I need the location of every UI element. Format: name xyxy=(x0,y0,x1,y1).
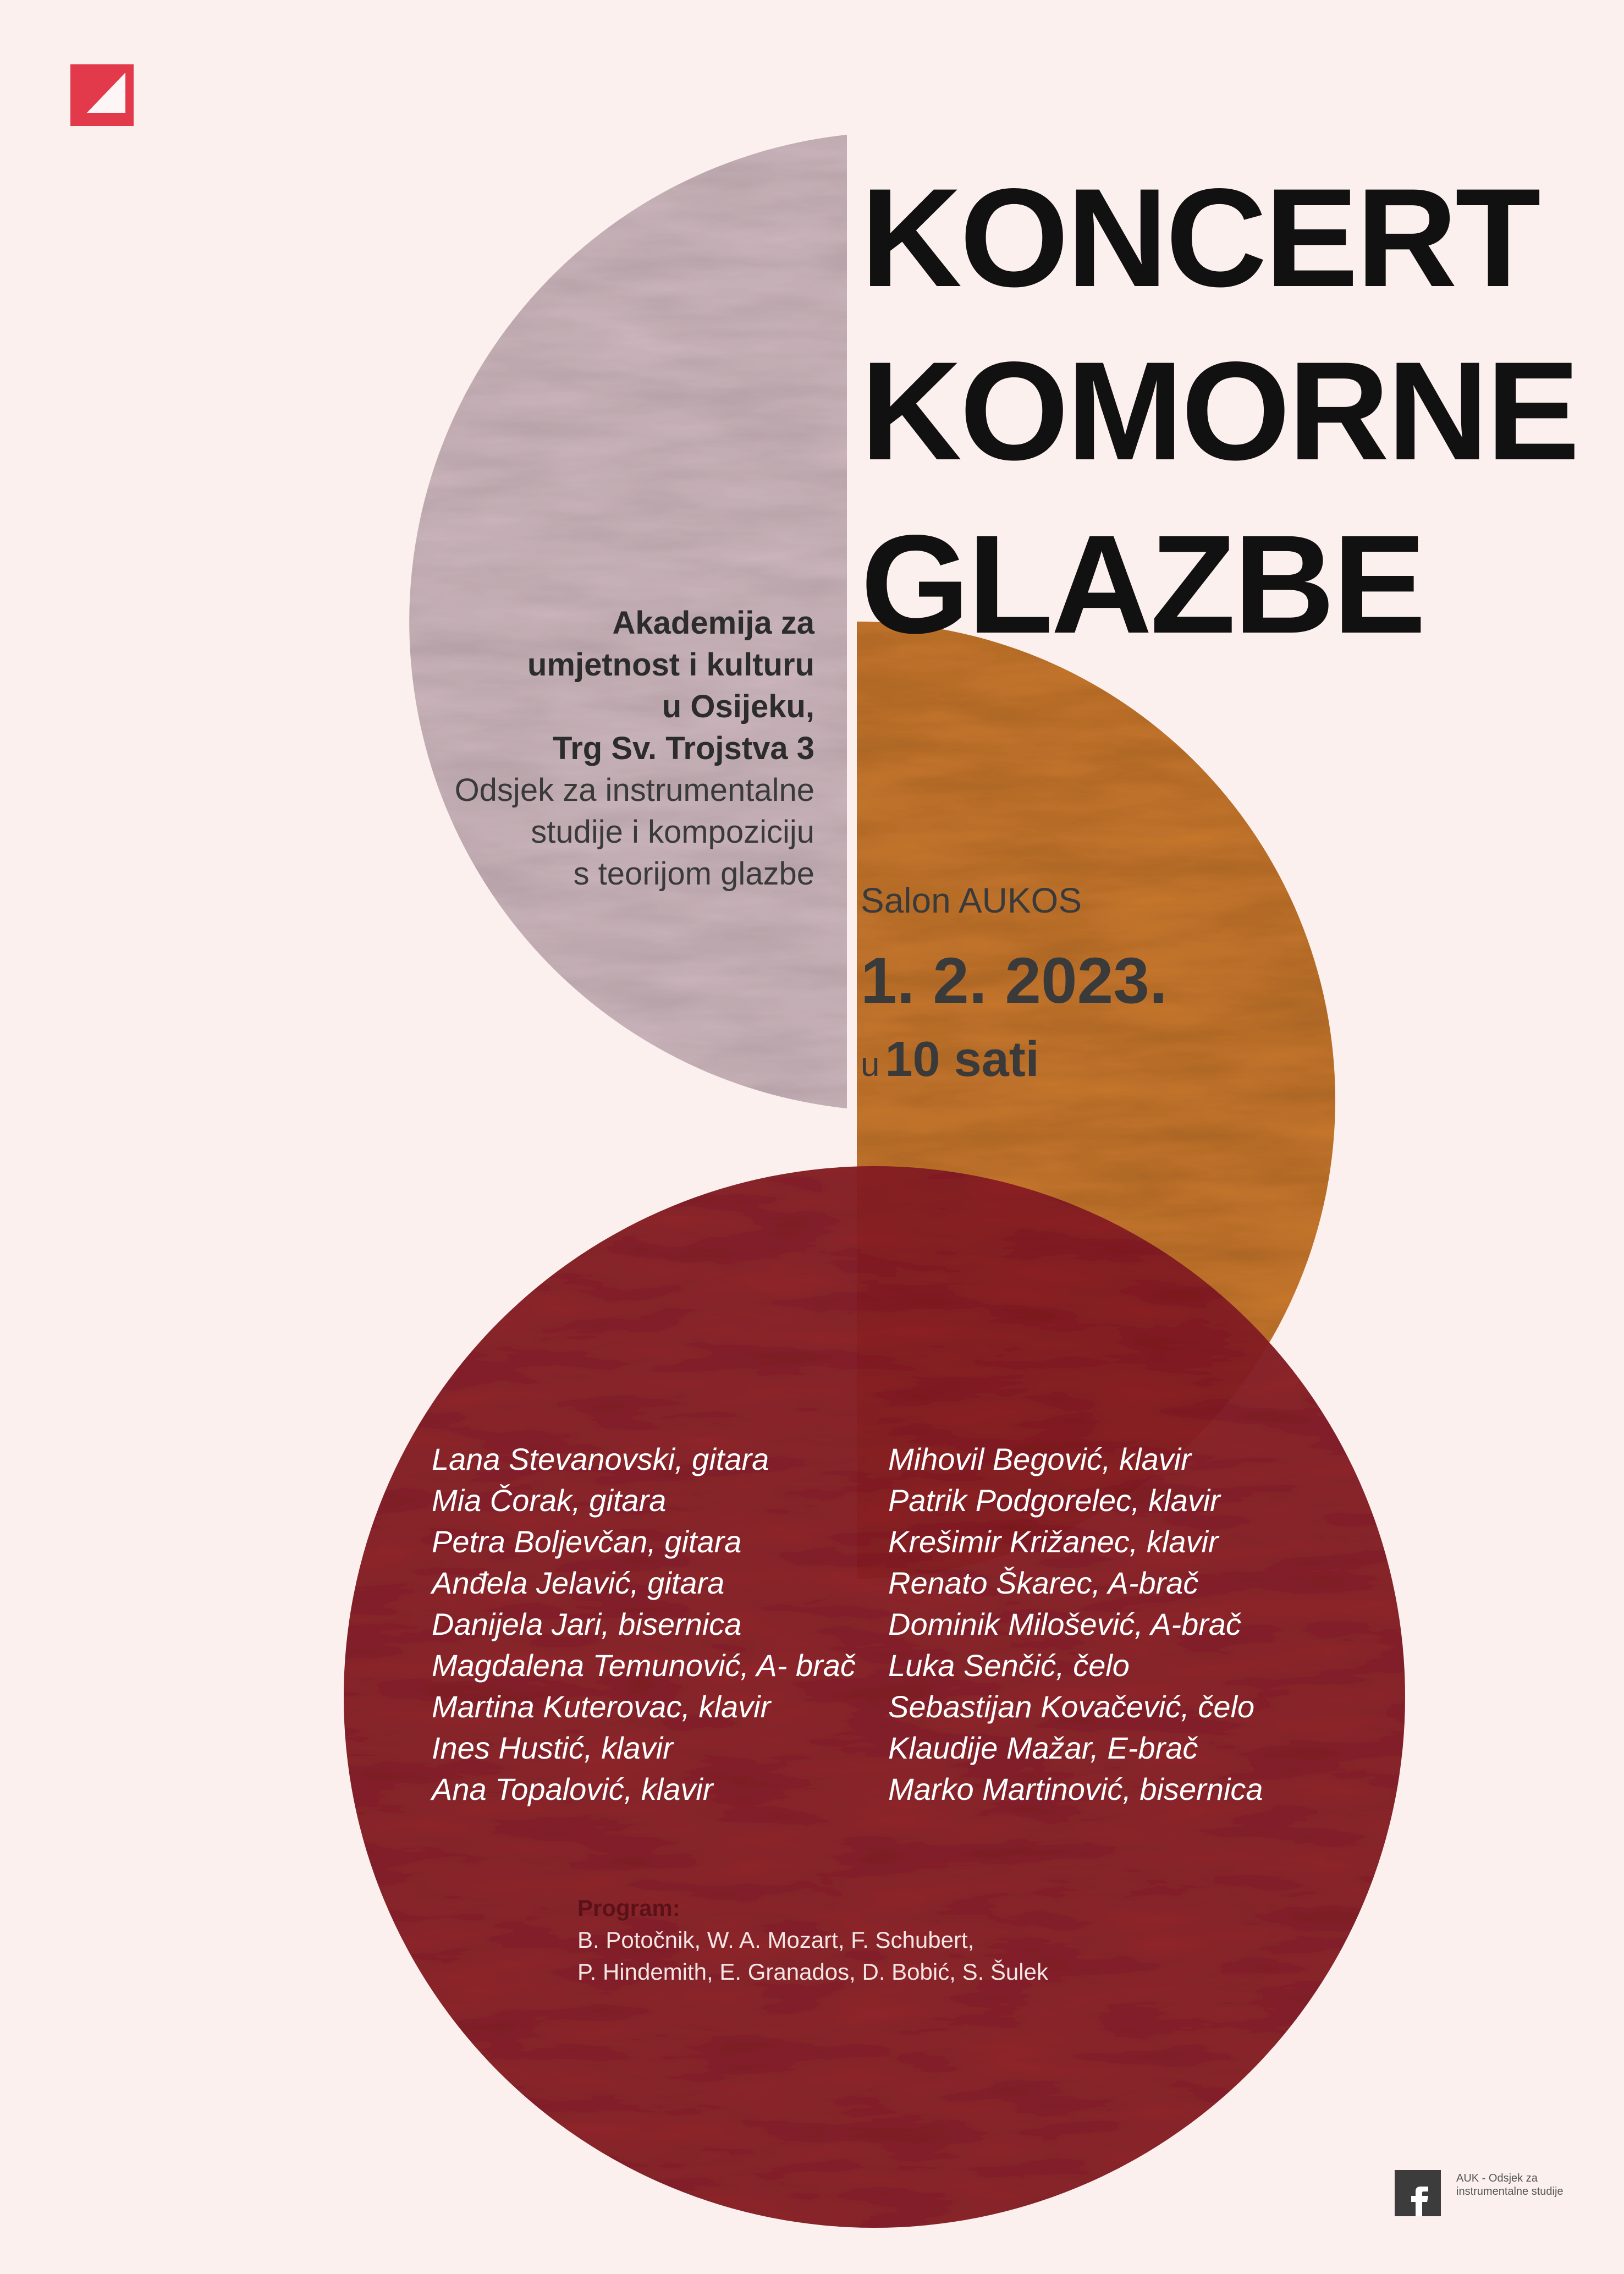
performer: Klaudije Mažar, E-brač xyxy=(888,1731,1198,1765)
program-line: P. Hindemith, E. Granados, D. Bobić, S. Šulek xyxy=(577,1959,1048,1985)
event-location: Salon AUKOS xyxy=(861,881,1082,920)
performer: Ines Hustić, klavir xyxy=(432,1731,673,1765)
venue-line: umjetnost i kulturu xyxy=(527,647,814,683)
department-line: studije i kompoziciju xyxy=(531,814,814,850)
performer: Sebastijan Kovačević, čelo xyxy=(888,1689,1255,1724)
performer: Luka Senčić, čelo xyxy=(888,1648,1130,1683)
venue-line: Akademija za xyxy=(612,605,814,641)
venue-block xyxy=(455,602,814,895)
performer: Petra Boljevčan, gitara xyxy=(432,1524,742,1559)
performer: Martina Kuterovac, klavir xyxy=(432,1689,771,1724)
event-time-value: 10 sati xyxy=(885,1032,1039,1087)
venue-line: u Osijeku, xyxy=(662,689,814,724)
title-line: KOMORNE xyxy=(861,333,1578,490)
program-line: B. Potočnik, W. A. Mozart, F. Schubert, xyxy=(577,1927,975,1953)
performer: Dominik Milošević, A-brač xyxy=(888,1607,1242,1641)
department-line: s teorijom glazbe xyxy=(573,856,814,892)
performers-right xyxy=(888,1438,1263,1810)
venue-line: Trg Sv. Trojstva 3 xyxy=(552,730,814,766)
title-line: GLAZBE xyxy=(861,506,1424,663)
performer: Anđela Jelavić, gitara xyxy=(432,1566,725,1600)
performer: Lana Stevanovski, gitara xyxy=(432,1442,769,1476)
department-line: Odsjek za instrumentalne xyxy=(454,772,814,808)
academy-logo-icon xyxy=(70,64,134,126)
program-label: Program: xyxy=(577,1895,680,1921)
performer: Danijela Jari, bisernica xyxy=(432,1607,742,1641)
facebook-page-name: instrumentalne studije xyxy=(1456,2185,1564,2198)
performer: Marko Martinović, bisernica xyxy=(888,1772,1263,1806)
event-time-prefix: u xyxy=(861,1046,880,1084)
facebook-icon xyxy=(1395,2170,1441,2216)
poster-title xyxy=(861,151,1578,671)
performer: Renato Škarec, A-brač xyxy=(888,1566,1199,1600)
performer: Magdalena Temunović, A- brač xyxy=(432,1648,856,1683)
event-date: 1. 2. 2023. xyxy=(861,944,1168,1017)
facebook-page-name: AUK - Odsjek za xyxy=(1456,2172,1538,2184)
performer: Ana Topalović, klavir xyxy=(432,1772,713,1806)
performer: Mia Čorak, gitara xyxy=(432,1483,667,1518)
facebook-page-link[interactable] xyxy=(1456,2172,1564,2198)
performer: Patrik Podgorelec, klavir xyxy=(888,1483,1220,1518)
program-block xyxy=(577,1892,1048,1988)
performer: Mihovil Begović, klavir xyxy=(888,1442,1191,1476)
performers-left xyxy=(432,1438,856,1810)
event-time xyxy=(861,1031,1039,1088)
performer: Krešimir Križanec, klavir xyxy=(888,1524,1219,1559)
title-line: KONCERT xyxy=(861,160,1539,316)
